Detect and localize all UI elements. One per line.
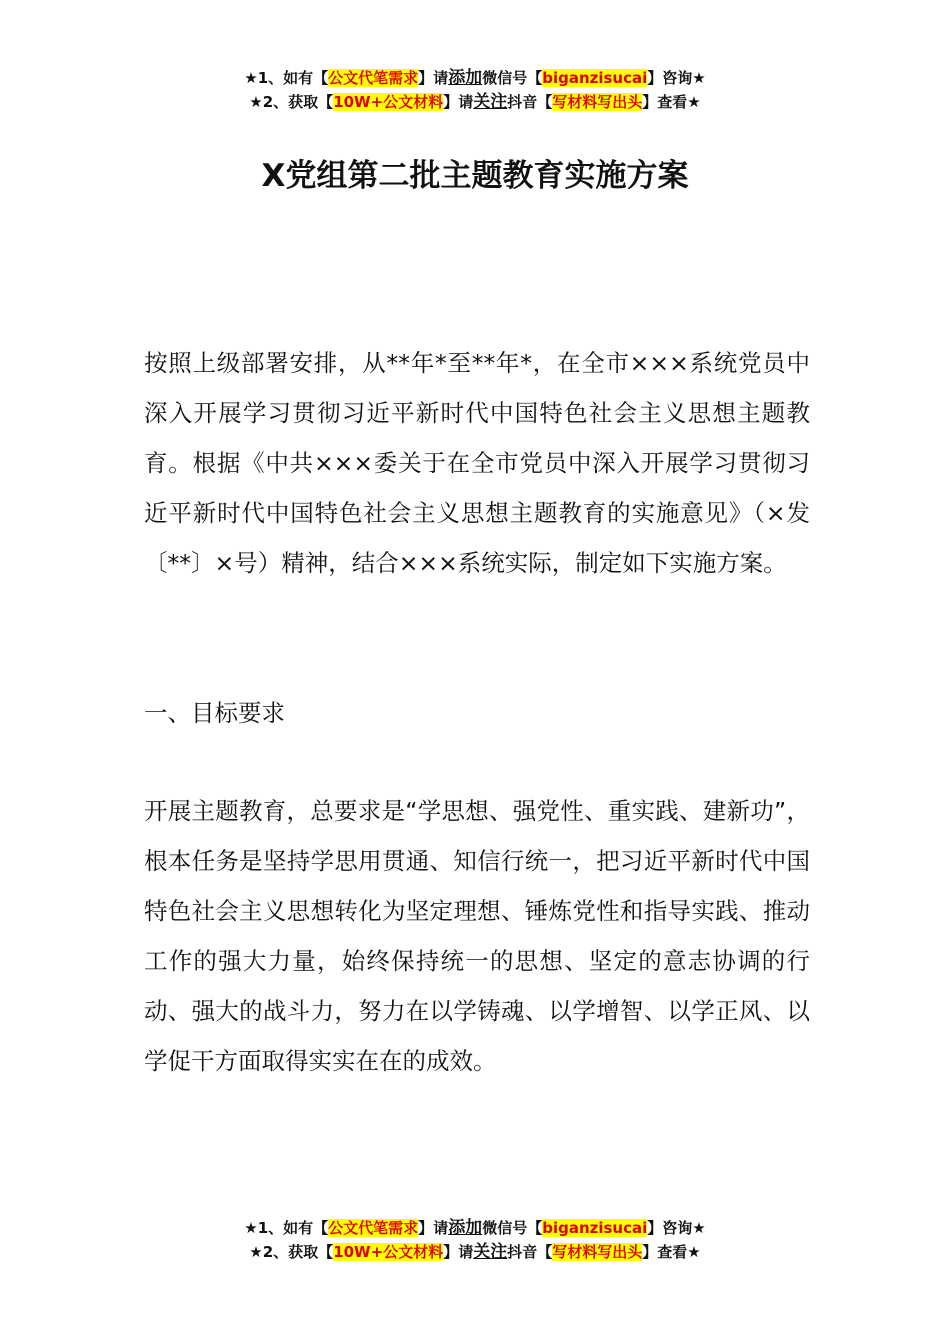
ad-underline-add: 添加 xyxy=(448,68,483,88)
ad-highlight-wechat-id: biganzisucai xyxy=(542,1219,648,1237)
ad-line-1-suffix: 】咨询★ xyxy=(647,69,706,87)
ad-line-1 xyxy=(0,66,950,90)
ad-underline-add: 添加 xyxy=(448,1218,483,1238)
ad-highlight-douyin-id: 写材料写出头 xyxy=(552,1243,643,1261)
ad-line-2-text: 】请 xyxy=(443,93,474,111)
ad-highlight-materials: 10W+公文材料 xyxy=(333,93,444,111)
ad-line-2-suffix: 】查看★ xyxy=(642,1243,701,1261)
ad-line-1 xyxy=(0,1216,950,1240)
ad-line-1-text: 】请 xyxy=(418,1219,449,1237)
ad-underline-follow: 关注 xyxy=(473,1242,508,1262)
ad-line-2-prefix: ★2、获取【 xyxy=(249,93,334,111)
intro-paragraph: 按照上级部署安排，从**年*至**年*，在全市×××系统党员中深入开展学习贯彻习近平新时代中国特色社会主义思想主题教育。根据《中共×××委关于在全市党员中深入开展学习贯彻习近平新时代中国特色社会主义思想主题教育的实施意见》（×发〔**〕×号）精神，结合×××系统实际，制定如下实施方案。 xyxy=(144,349,810,577)
ad-line-1-text: 】请 xyxy=(418,69,449,87)
ad-highlight-douyin-id: 写材料写出头 xyxy=(552,93,643,111)
ad-line-1-suffix: 】咨询★ xyxy=(647,1219,706,1237)
ad-line-2 xyxy=(0,1240,950,1264)
ad-highlight-service: 公文代笔需求 xyxy=(328,69,419,87)
ad-line-1-prefix: ★1、如有【 xyxy=(244,1219,329,1237)
ad-line-1-text-2: 微信号【 xyxy=(482,69,543,87)
ad-line-2-text-2: 抖音【 xyxy=(507,1243,553,1261)
header-ad-banner xyxy=(0,66,950,114)
footer-ad-banner xyxy=(0,1216,950,1264)
ad-line-2 xyxy=(0,90,950,114)
document-title: X党组第二批主题教育实施方案 xyxy=(261,158,689,194)
ad-highlight-service: 公文代笔需求 xyxy=(328,1219,419,1237)
ad-highlight-wechat-id: biganzisucai xyxy=(542,69,648,87)
ad-line-2-text: 】请 xyxy=(443,1243,474,1261)
ad-line-1-text-2: 微信号【 xyxy=(482,1219,543,1237)
section-heading-goals: 一、目标要求 xyxy=(144,699,285,727)
ad-line-1-prefix: ★1、如有【 xyxy=(244,69,329,87)
ad-line-2-prefix: ★2、获取【 xyxy=(249,1243,334,1261)
ad-underline-follow: 关注 xyxy=(473,92,508,112)
ad-line-2-suffix: 】查看★ xyxy=(642,93,701,111)
ad-highlight-materials: 10W+公文材料 xyxy=(333,1243,444,1261)
goals-paragraph: 开展主题教育，总要求是“学思想、强党性、重实践、建新功”，根本任务是坚持学思用贯通、知信行统一，把习近平新时代中国特色社会主义思想转化为坚定理想、锤炼党性和指导实践、推动工作的强大力量，始终保持统一的思想、坚定的意志协调的行动、强大的战斗力，努力在以学铸魂、以学增智、以学正风、以学促干方面取得实实在在的成效。 xyxy=(144,797,810,1075)
ad-line-2-text-2: 抖音【 xyxy=(507,93,553,111)
